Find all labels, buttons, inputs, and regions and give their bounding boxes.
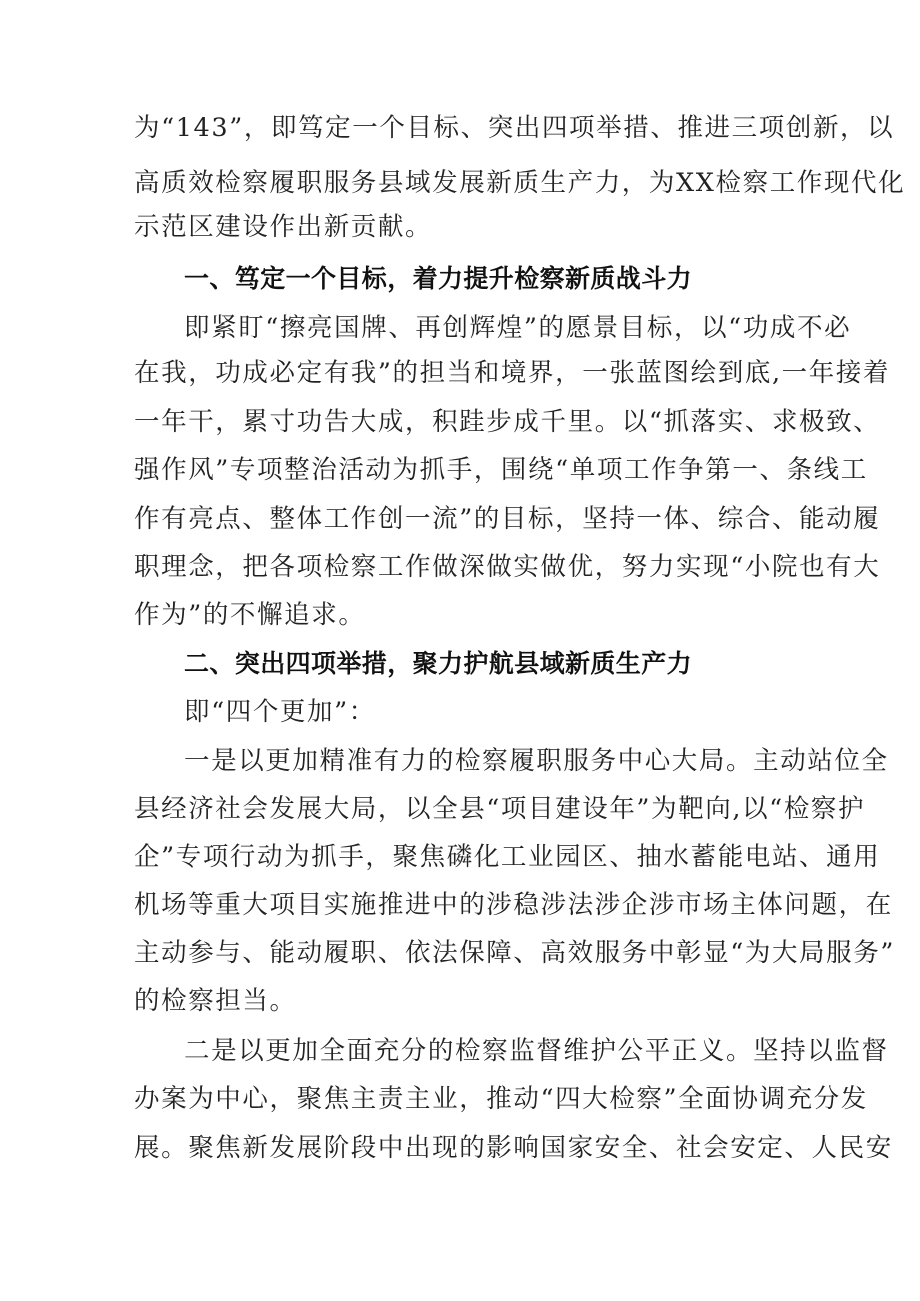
intro-line-2: 高质效检察履职服务县域发展新质生产力，为XX检察工作现代化 (134, 168, 906, 198)
section2-para1-line-4: 机场等重大项目实施推进中的涉稳涉法涉企涉市场主体问题，在 (134, 890, 893, 920)
section2-para1-line-6: 的检察担当。 (134, 986, 297, 1016)
section2-intro: 即“四个更加”： (184, 697, 376, 727)
section2-para2-line-2: 办案为中心，聚焦主责主业，推动“四大检察”全面协调充分发 (134, 1084, 868, 1114)
section1-line-7: 作为”的不懈追求。 (134, 600, 366, 630)
section1-line-1: 即紧盯“擦亮国牌、再创辉煌”的愿景目标，以“功成不必 (184, 313, 852, 343)
intro-line-3: 示范区建设作出新贡献。 (134, 212, 433, 242)
section2-para2-line-3: 展。聚焦新发展阶段中出现的影响国家安全、社会安定、人民安 (134, 1133, 893, 1163)
section2-para1-line-2: 县经济社会发展大局，以全县“项目建设年”为靶向,以“检察护 (134, 794, 866, 824)
section1-line-6: 职理念，把各项检察工作做深做实做优，努力实现“小院也有大 (134, 552, 881, 582)
section1-line-5: 作有亮点、整体工作创一流”的目标，坚持一体、综合、能动履 (134, 504, 881, 534)
section1-heading: 一、笃定一个目标，着力提升检察新质战斗力 (184, 264, 693, 293)
section2-para2-line-1: 二是以更加全面充分的检察监督维护公平正义。坚持以监督 (184, 1036, 889, 1066)
section1-line-3: 一年干，累寸功告大成，积跬步成千里。以“抓落实、求极致、 (134, 407, 881, 437)
section2-para1-line-3: 企”专项行动为抓手，聚焦磷化工业园区、抽水蓄能电站、通用 (134, 842, 881, 872)
section1-line-2: 在我，功成必定有我”的担当和境界，一张蓝图绘到底,一年接着 (134, 358, 891, 388)
section2-para1-line-1: 一是以更加精准有力的检察履职服务中心大局。主动站位全 (184, 746, 889, 776)
section2-heading: 二、突出四项举措，聚力护航县域新质生产力 (184, 649, 693, 678)
section2-para1-line-5: 主动参与、能动履职、依法保障、高效服务中彰显“为大局服务” (134, 938, 895, 968)
intro-line-1: 为“143”，即笃定一个目标、突出四项举措、推进三项创新，以 (134, 113, 895, 143)
section1-line-4: 强作风”专项整治活动为抓手，围绕“单项工作争第一、条线工 (134, 455, 868, 485)
